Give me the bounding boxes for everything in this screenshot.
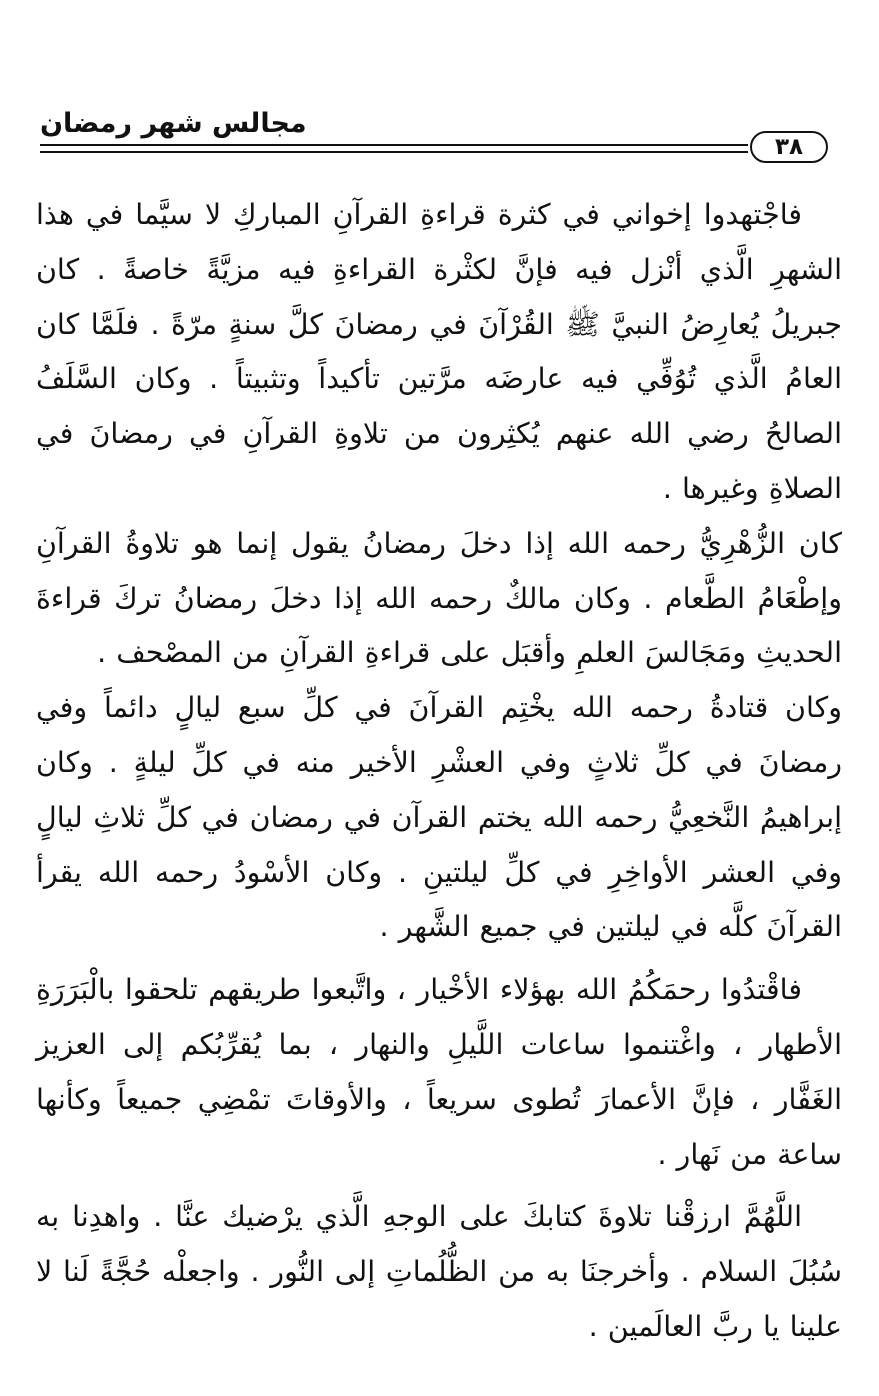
page-number: ٣٨ [750, 131, 828, 163]
paragraph-5: اللَّهُمَّ ارزقْنا تلاوةَ كتابكَ على الوجهِ الَّذي يرْضيك عنَّا . واهدِنا به سُبُلَ السلام . وأخرجنَا به من الظُّلُماتِ إلى النُّور . واجعلْه حُجَّةً لَنا لا علينا يا ربَّ العالَمين . [36, 1200, 842, 1343]
paragraph-2: كان الزُّهْرِيُّ رحمه الله إذا دخلَ رمضانُ يقول إنما هو تلاوةُ القرآنِ وإطْعَامُ الطَّعام . وكان مالكٌ رحمه الله إذا دخلَ رمضانُ تركَ قراءةَ الحديثِ ومَجَالسَ العلمِ وأقبَل على قراءةِ القرآنِ من المصْحف . [36, 526, 842, 670]
page-body [36, 188, 842, 1355]
header-rule-bottom [40, 151, 748, 153]
header-rule-top [40, 144, 748, 146]
paragraph-4: فاقْتدُوا رحمَكُمُ الله بهؤلاء الأخْيار ، واتَّبعوا طريقهم تلحقوا بالْبَرَرَةِ الأطهار ، واغْتنموا ساعات اللَّيلِ والنهار ، بما يُقرِّبُكم إلى العزيز الغَفَّار ، فإنَّ الأعمارَ تُطوى سريعاً ، والأوقاتَ تمْضِي جميعاً وكأنها ساعة من نَهار . [36, 973, 842, 1171]
paragraph-3: وكان قتادةُ رحمه الله يخْتِم القرآنَ في كلِّ سبع ليالٍ دائماً وفي رمضانَ في كلِّ ثلاثٍ وفي العشْرِ الأخير منه في كلِّ ليلةٍ . وكان إبراهيمُ النَّخعِيُّ رحمه الله يختم القرآن في رمضان في كلِّ ثلاثِ ليالٍ وفي العشر الأواخِرِ في كلِّ ليلتينِ . وكان الأسْودُ رحمه الله يقرأ القرآنَ كلَّه في ليلتين في جميع الشَّهر . [36, 691, 842, 944]
running-title: مجالس شهر رمضان [40, 108, 307, 139]
paragraph-1: فاجْتهدوا إخواني في كثرة قراءةِ القرآنِ المباركِ لا سيَّما في هذا الشهرِ الَّذي أنْزل فيه فإنَّ لكثْرة القراءةِ فيه مزيَّةً خاصةً . كان جبريلُ يُعارِضُ النبيَّ ﷺ القُرْآنَ في رمضانَ كلَّ سنةٍ مرّةً . فلَمَّا كان العامُ الَّذي تُوُفِّي فيه عارضَه مرَّتين تأكيداً وتثبيتاً . وكان السَّلَفُ الصالحُ رضي الله عنهم يُكثِرون من تلاوةِ القرآنِ في رمضانَ في الصلاةِ وغيرها . [36, 198, 842, 505]
